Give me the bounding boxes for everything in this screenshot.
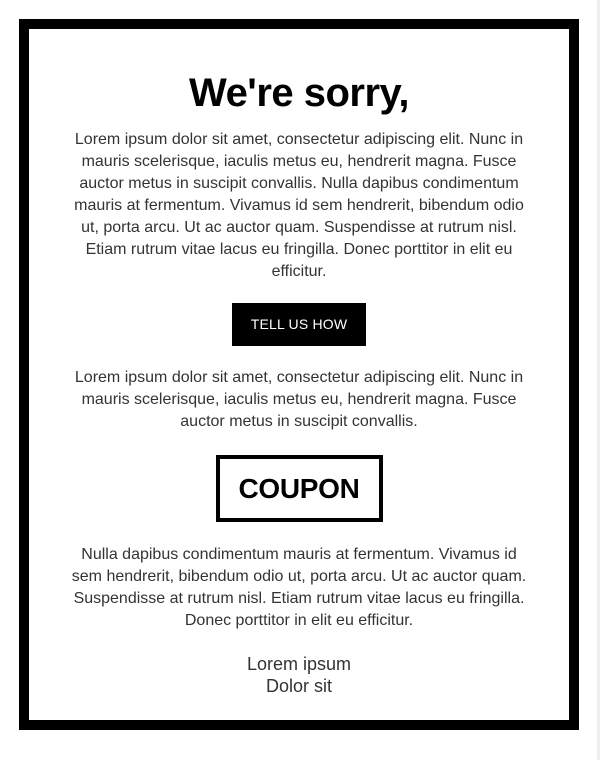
email-card xyxy=(19,19,579,730)
closing-paragraph: Nulla dapibus condimentum mauris at fermentum. Vivamus id sem hendrerit, bibendum odio ut, porta arcu. Ut ac auctor quam. Suspendisse at rutrum nisl. Etiam rutrum vitae lacus eu fringilla. Donec porttitor in elit eu efficitur. xyxy=(71,546,527,629)
signoff xyxy=(69,653,529,697)
coupon-box: COUPON xyxy=(216,455,383,522)
signoff-line-2: Dolor sit xyxy=(265,676,332,696)
middle-paragraph: Lorem ipsum dolor sit amet, consectetur adipiscing elit. Nunc in mauris scelerisque, iaculis metus eu, hendrerit magna. Fusce auctor metus in suscipit convallis. xyxy=(74,369,524,430)
coupon-container xyxy=(69,455,529,522)
page-title: We're sorry, xyxy=(189,71,409,115)
intro-paragraph: Lorem ipsum dolor sit amet, consectetur adipiscing elit. Nunc in mauris scelerisque, iaculis metus eu, hendrerit magna. Fusce auctor metus in suscipit convallis. Nulla dapibus condimentum mauris at fermentum. Vivamus id sem hendrerit, bibendum odio ut, porta arcu. Ut ac auctor quam. Suspendisse at rutrum nisl. Etiam rutrum vitae lacus eu fringilla. Donec porttitor in elit eu efficitur. xyxy=(74,131,524,280)
signoff-line-1: Lorem ipsum xyxy=(246,654,352,674)
cta-container xyxy=(69,303,529,346)
email-content xyxy=(69,29,529,697)
tell-us-how-button[interactable]: TELL US HOW xyxy=(232,303,366,346)
